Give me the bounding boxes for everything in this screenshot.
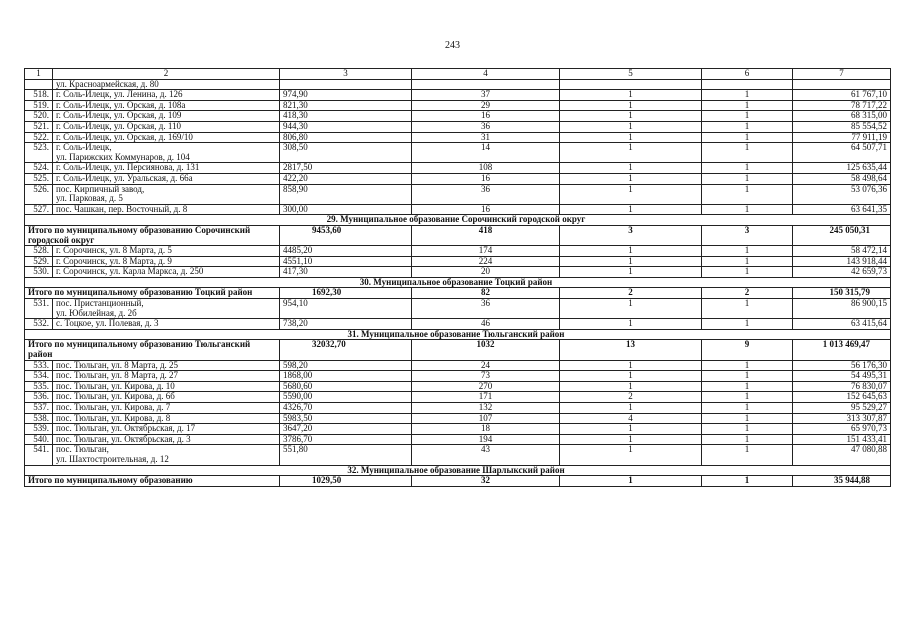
column-header: 4 <box>412 69 560 80</box>
section-title: 32. Муниципальное образование Шарлыкский район <box>25 465 891 476</box>
table-header-row <box>25 69 891 80</box>
c6-value: 1 <box>702 111 793 122</box>
c6-value: 1 <box>702 319 793 330</box>
c5-value: 1 <box>560 173 702 184</box>
c4-value: 16 <box>412 173 560 184</box>
row-number: 539. <box>25 424 53 435</box>
c6-value: 1 <box>702 360 793 371</box>
c6-value: 1 <box>702 173 793 184</box>
row-number: 518. <box>25 90 53 101</box>
c7-value: 77 911,19 <box>793 132 891 143</box>
c3-value: 4551,10 <box>280 256 412 267</box>
c7-value: 54 495,31 <box>793 371 891 382</box>
column-header: 1 <box>25 69 53 80</box>
table-row <box>25 392 891 403</box>
address-line: пос. Тюльган, ул. 8 Марта, д. 27 <box>56 370 179 381</box>
c6-value: 1 <box>702 392 793 403</box>
c5-value: 1 <box>560 204 702 215</box>
total-label: Итого по муниципальному образованию Сорочинский городской округ <box>25 225 280 245</box>
c5-value: 1 <box>560 100 702 111</box>
address-line: пос. Тюльган, ул. Кирова, д. 7 <box>56 402 171 412</box>
address-line: пос. Тюльган, ул. Октябрьская, д. 17 <box>56 423 196 434</box>
c6-value: 1 <box>702 143 793 163</box>
address-cell <box>53 121 280 132</box>
c4-value: 194 <box>412 434 560 445</box>
c5-value: 1 <box>560 434 702 445</box>
table-row <box>25 403 891 414</box>
c3-value: 598,20 <box>280 360 412 371</box>
table-row <box>25 267 891 278</box>
c7-value: 151 433,41 <box>793 434 891 445</box>
address-line: г. Соль-Илецк, ул. Уральская, д. 66а <box>56 173 193 183</box>
total-c6-value: 2 <box>702 288 793 299</box>
c6-value: 1 <box>702 371 793 382</box>
c4-value: 171 <box>412 392 560 403</box>
data-table <box>24 68 891 487</box>
c7-value: 61 767,10 <box>793 90 891 101</box>
c4-value: 43 <box>412 445 560 465</box>
c5-value: 2 <box>560 392 702 403</box>
table-row <box>25 143 891 163</box>
c4-value: 24 <box>412 360 560 371</box>
section-heading-row <box>25 215 891 226</box>
c7-value: 95 529,27 <box>793 403 891 414</box>
address-line: г. Соль-Илецк, ул. Ленина, д. 126 <box>56 89 183 100</box>
c7-value: 143 918,44 <box>793 256 891 267</box>
c5-value: 4 <box>560 413 702 424</box>
address-cell <box>53 100 280 111</box>
c6-value: 1 <box>702 267 793 278</box>
section-heading-row <box>25 277 891 288</box>
table-row <box>25 184 891 204</box>
address-line: г. Соль-Илецк, ул. Персиянова, д. 131 <box>56 162 200 173</box>
page-number: 243 <box>445 40 460 51</box>
c4-value: 73 <box>412 371 560 382</box>
c3-value: 4326,70 <box>280 403 412 414</box>
c6-value: 1 <box>702 90 793 101</box>
c4-value: 108 <box>412 163 560 174</box>
c3-value: 422,20 <box>280 173 412 184</box>
c6-value: 1 <box>702 100 793 111</box>
address-cell <box>53 403 280 414</box>
c5-value: 1 <box>560 445 702 465</box>
c7-value: 42 659,73 <box>793 267 891 278</box>
total-c3-value: 1029,50 <box>280 476 412 487</box>
address-line: пос. Тюльган, ул. Кирова, д. 10 <box>56 381 175 391</box>
c4-value: 270 <box>412 381 560 392</box>
address-line: пос. Кирпичный завод, <box>56 184 145 194</box>
c7-value: 53 076,36 <box>793 184 891 204</box>
total-c3-value: 9453,60 <box>280 225 412 245</box>
row-number: 529. <box>25 256 53 267</box>
c7-value: 58 472,14 <box>793 246 891 257</box>
c6-value: 1 <box>702 246 793 257</box>
row-number: 538. <box>25 413 53 424</box>
row-number: 536. <box>25 392 53 403</box>
address-cell <box>53 256 280 267</box>
row-number: 541. <box>25 445 53 465</box>
address-line: пос. Тюльган, ул. Кирова, д. 8 <box>56 413 171 423</box>
row-number: 533. <box>25 360 53 371</box>
c7-value: 58 498,64 <box>793 173 891 184</box>
c7-value: 47 080,88 <box>793 445 891 465</box>
c3-value: 551,80 <box>280 445 412 465</box>
address-line: с. Тоцкое, ул. Полевая, д. 3 <box>56 318 159 329</box>
c7-value: 68 315,00 <box>793 111 891 122</box>
c3-value: 3786,70 <box>280 434 412 445</box>
c4-value: 174 <box>412 246 560 257</box>
c6-value: 1 <box>702 163 793 174</box>
c6-value: 1 <box>702 381 793 392</box>
row-number: 525. <box>25 173 53 184</box>
c6-value: 1 <box>702 256 793 267</box>
address-line: г. Сорочинск, ул. 8 Марта, д. 5 <box>56 245 172 256</box>
column-header: 7 <box>793 69 891 80</box>
c3-value: 417,30 <box>280 267 412 278</box>
total-c5-value: 1 <box>560 476 702 487</box>
address-cell <box>53 184 280 204</box>
address-line: г. Соль-Илецк, ул. Орская, д. 109 <box>56 110 182 121</box>
table-row <box>25 163 891 174</box>
address-line: г. Соль-Илецк, ул. Орская, д. 110 <box>56 121 182 131</box>
c5-value: 1 <box>560 163 702 174</box>
c7-value <box>793 79 891 90</box>
c4-value: 14 <box>412 143 560 163</box>
c4-value: 132 <box>412 403 560 414</box>
c6-value: 1 <box>702 299 793 319</box>
total-label: Итого по муниципальному образованию Тюльганский район <box>25 340 280 360</box>
total-c7-value: 150 315,79 <box>793 288 891 299</box>
c3-value: 806,80 <box>280 132 412 143</box>
c5-value: 1 <box>560 267 702 278</box>
total-c5-value: 3 <box>560 225 702 245</box>
address-line: г. Соль-Илецк, ул. Орская, д. 108а <box>56 100 186 110</box>
total-c6-value: 9 <box>702 340 793 360</box>
c6-value: 1 <box>702 132 793 143</box>
address-cell <box>53 132 280 143</box>
address-cell <box>53 90 280 101</box>
table-row <box>25 173 891 184</box>
address-cell <box>53 267 280 278</box>
c7-value: 63 641,35 <box>793 204 891 215</box>
address-cell <box>53 299 280 319</box>
address-cell <box>53 163 280 174</box>
address-cell <box>53 143 280 163</box>
total-c3-value: 1692,30 <box>280 288 412 299</box>
total-c7-value: 35 944,88 <box>793 476 891 487</box>
c5-value: 1 <box>560 319 702 330</box>
c7-value: 78 717,22 <box>793 100 891 111</box>
c6-value <box>702 79 793 90</box>
c5-value: 1 <box>560 246 702 257</box>
address-cell <box>53 173 280 184</box>
table-row <box>25 360 891 371</box>
address-line: г. Сорочинск, ул. 8 Марта, д. 9 <box>56 256 172 266</box>
total-c7-value: 1 013 469,47 <box>793 340 891 360</box>
c3-value: 5590,00 <box>280 392 412 403</box>
table-row <box>25 90 891 101</box>
c5-value: 1 <box>560 184 702 204</box>
address-line: пос. Пристанционный, <box>56 298 144 309</box>
c3-value: 954,10 <box>280 299 412 319</box>
address-cell <box>53 381 280 392</box>
table-row <box>25 204 891 215</box>
table-row <box>25 424 891 435</box>
row-number: 520. <box>25 111 53 122</box>
total-c5-value: 2 <box>560 288 702 299</box>
address-line: пос. Тюльган, ул. Октябрьская, д. 3 <box>56 434 191 444</box>
c5-value: 1 <box>560 90 702 101</box>
total-c5-value: 13 <box>560 340 702 360</box>
address-cell <box>53 319 280 330</box>
c5-value: 1 <box>560 381 702 392</box>
c3-value: 4485,20 <box>280 246 412 257</box>
c4-value: 31 <box>412 132 560 143</box>
row-number: 534. <box>25 371 53 382</box>
c4-value: 16 <box>412 111 560 122</box>
row-number: 531. <box>25 299 53 319</box>
address-cell <box>53 413 280 424</box>
table-row <box>25 413 891 424</box>
c6-value: 1 <box>702 413 793 424</box>
c5-value: 1 <box>560 256 702 267</box>
c4-value <box>412 79 560 90</box>
c3-value <box>280 79 412 90</box>
c5-value: 1 <box>560 111 702 122</box>
c4-value: 224 <box>412 256 560 267</box>
total-label: Итого по муниципальному образованию Тоцкий район <box>25 288 280 299</box>
c4-value: 36 <box>412 121 560 132</box>
address-line: г. Сорочинск, ул. Карла Маркса, д. 250 <box>56 266 204 277</box>
total-label: Итого по муниципальному образованию <box>25 476 280 487</box>
row-number: 540. <box>25 434 53 445</box>
c4-value: 46 <box>412 319 560 330</box>
row-number: 521. <box>25 121 53 132</box>
address-line: г. Соль-Илецк, <box>56 142 112 153</box>
total-c4-value: 1032 <box>412 340 560 360</box>
table-row <box>25 319 891 330</box>
c4-value: 29 <box>412 100 560 111</box>
c6-value: 1 <box>702 403 793 414</box>
address-line: г. Соль-Илецк, ул. Орская, д. 169/10 <box>56 132 193 142</box>
row-number: 519. <box>25 100 53 111</box>
total-c4-value: 418 <box>412 225 560 245</box>
total-row <box>25 340 891 360</box>
table-row <box>25 100 891 111</box>
column-header: 5 <box>560 69 702 80</box>
c3-value: 300,00 <box>280 204 412 215</box>
c4-value: 20 <box>412 267 560 278</box>
c7-value: 64 507,71 <box>793 143 891 163</box>
c3-value: 821,30 <box>280 100 412 111</box>
total-c3-value: 32032,70 <box>280 340 412 360</box>
c4-value: 36 <box>412 299 560 319</box>
table-row <box>25 381 891 392</box>
address-line: пос. Тюльган, <box>56 444 109 455</box>
address-cell <box>53 204 280 215</box>
c6-value: 1 <box>702 445 793 465</box>
table-row <box>25 246 891 257</box>
section-heading-row <box>25 329 891 340</box>
c6-value: 1 <box>702 204 793 215</box>
c7-value: 76 830,07 <box>793 381 891 392</box>
c4-value: 16 <box>412 204 560 215</box>
table-row <box>25 371 891 382</box>
row-number: 524. <box>25 163 53 174</box>
column-header: 3 <box>280 69 412 80</box>
table-row <box>25 132 891 143</box>
total-row <box>25 225 891 245</box>
c3-value: 944,30 <box>280 121 412 132</box>
c5-value: 1 <box>560 371 702 382</box>
address-cell <box>53 360 280 371</box>
address-cell <box>53 424 280 435</box>
address-cell <box>53 445 280 465</box>
total-c4-value: 82 <box>412 288 560 299</box>
row-number <box>25 79 53 90</box>
address-line: пос. Тюльган, ул. 8 Марта, д. 25 <box>56 360 179 370</box>
row-number: 532. <box>25 319 53 330</box>
address-line: ул. Красноармейская, д. 80 <box>56 79 159 89</box>
total-row <box>25 288 891 299</box>
c5-value <box>560 79 702 90</box>
c5-value: 1 <box>560 360 702 371</box>
row-number: 522. <box>25 132 53 143</box>
row-number: 526. <box>25 184 53 204</box>
table-row <box>25 111 891 122</box>
address-cell <box>53 246 280 257</box>
column-header: 2 <box>53 69 280 80</box>
c3-value: 3647,20 <box>280 424 412 435</box>
row-number: 535. <box>25 381 53 392</box>
c3-value: 308,50 <box>280 143 412 163</box>
c7-value: 86 900,15 <box>793 299 891 319</box>
row-number: 523. <box>25 143 53 163</box>
c4-value: 37 <box>412 90 560 101</box>
c4-value: 107 <box>412 413 560 424</box>
table-row <box>25 434 891 445</box>
c3-value: 5680,60 <box>280 381 412 392</box>
c4-value: 36 <box>412 184 560 204</box>
c3-value: 858,90 <box>280 184 412 204</box>
c4-value: 18 <box>412 424 560 435</box>
c5-value: 1 <box>560 132 702 143</box>
address-cell <box>53 371 280 382</box>
c3-value: 738,20 <box>280 319 412 330</box>
c6-value: 1 <box>702 424 793 435</box>
c5-value: 1 <box>560 143 702 163</box>
address-cell <box>53 434 280 445</box>
c7-value: 56 176,30 <box>793 360 891 371</box>
c3-value: 974,90 <box>280 90 412 101</box>
row-number: 530. <box>25 267 53 278</box>
table-row <box>25 445 891 465</box>
c5-value: 1 <box>560 299 702 319</box>
c6-value: 1 <box>702 121 793 132</box>
total-c6-value: 3 <box>702 225 793 245</box>
c6-value: 1 <box>702 434 793 445</box>
row-number: 537. <box>25 403 53 414</box>
c3-value: 2817,50 <box>280 163 412 174</box>
address-line: пос. Чашкан, пер. Восточный, д. 8 <box>56 204 188 214</box>
table-row <box>25 256 891 267</box>
c5-value: 1 <box>560 403 702 414</box>
column-header: 6 <box>702 69 793 80</box>
total-c6-value: 1 <box>702 476 793 487</box>
address-line-2: ул. Юбилейная, д. 2б <box>56 307 137 318</box>
c5-value: 1 <box>560 424 702 435</box>
total-c4-value: 32 <box>412 476 560 487</box>
c7-value: 65 970,73 <box>793 424 891 435</box>
c3-value: 418,30 <box>280 111 412 122</box>
address-cell <box>53 79 280 90</box>
address-cell <box>53 111 280 122</box>
table-row <box>25 79 891 90</box>
section-heading-row <box>25 465 891 476</box>
row-number: 528. <box>25 246 53 257</box>
section-title: 31. Муниципальное образование Тюльганский район <box>25 329 891 340</box>
c6-value: 1 <box>702 184 793 204</box>
c3-value: 1868,00 <box>280 371 412 382</box>
row-number: 527. <box>25 204 53 215</box>
total-c7-value: 245 050,31 <box>793 225 891 245</box>
c3-value: 5983,50 <box>280 413 412 424</box>
c5-value: 1 <box>560 121 702 132</box>
c7-value: 63 415,64 <box>793 319 891 330</box>
address-line: пос. Тюльган, ул. Кирова, д. 6б <box>56 391 175 402</box>
address-cell <box>53 392 280 403</box>
c7-value: 313 307,87 <box>793 413 891 424</box>
total-row <box>25 476 891 487</box>
address-line-2: ул. Парковая, д. 5 <box>56 193 123 204</box>
c7-value: 125 635,44 <box>793 163 891 174</box>
address-line-2: ул. Парижских Коммунаров, д. 104 <box>56 151 190 162</box>
c7-value: 152 645,63 <box>793 392 891 403</box>
table-row <box>25 121 891 132</box>
table-row <box>25 299 891 319</box>
section-title: 29. Муниципальное образование Сорочинский городской округ <box>25 215 891 226</box>
section-title: 30. Муниципальное образование Тоцкий район <box>25 277 891 288</box>
c7-value: 85 554,52 <box>793 121 891 132</box>
address-line-2: ул. Шахтостроительная, д. 12 <box>56 453 169 464</box>
